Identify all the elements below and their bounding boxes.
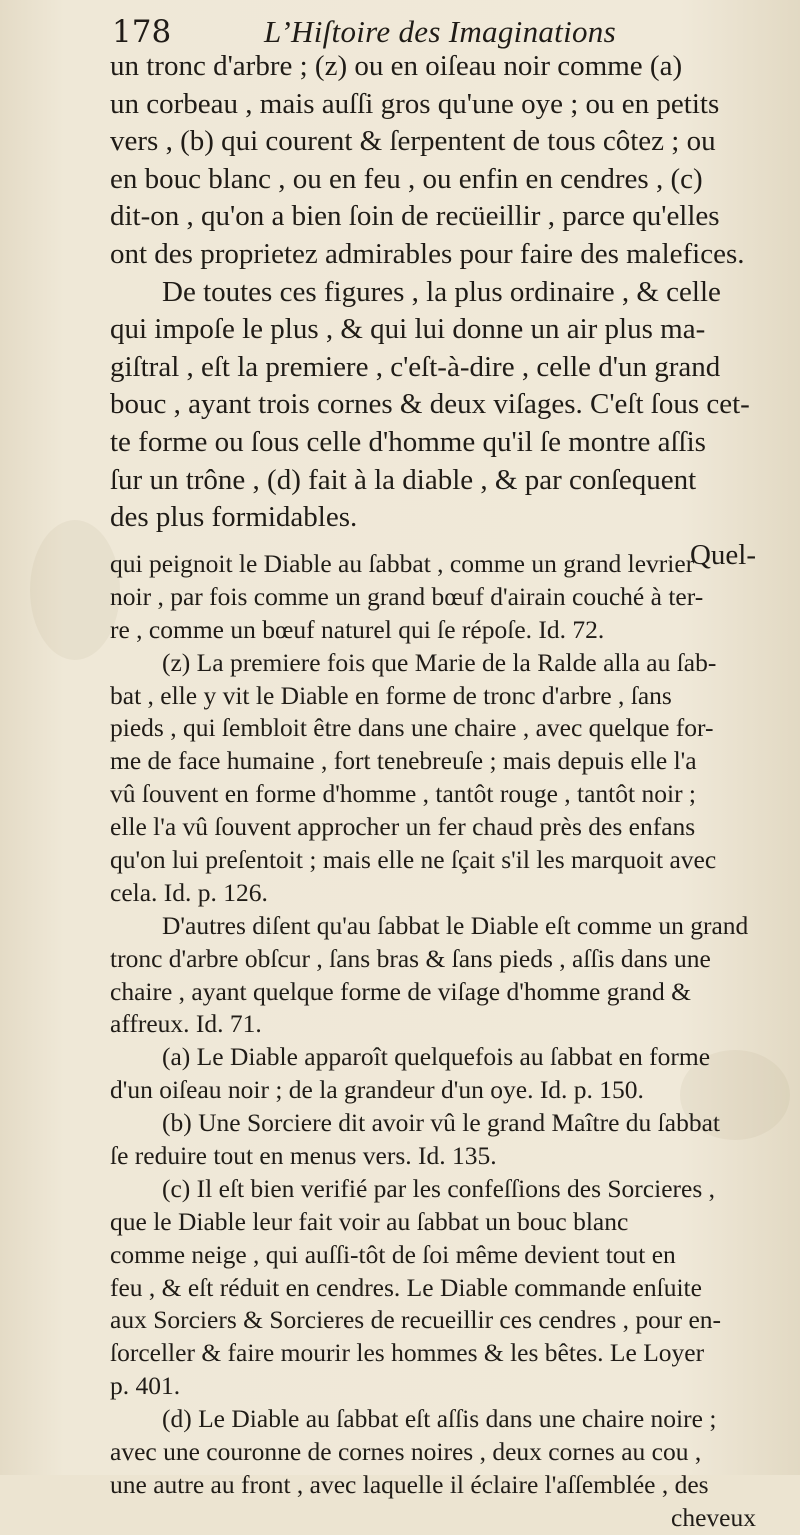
footnote-line: noir , par fois comme un grand bœuf d'airain couché à ter- — [110, 581, 704, 611]
footnote-line: aux Sorciers & Sorcieres de recueillir ces cendres , pour en- — [110, 1305, 722, 1335]
page-header — [112, 12, 752, 52]
text-line: en bouc blanc , ou en feu , ou enfin en cendres , (c) — [110, 162, 703, 195]
text-line: ont des proprietez admirables pour faire des malefices. — [110, 237, 745, 270]
footnote-line: (a) Le Diable apparoît quelquefois au ſabbat en forme — [162, 1042, 711, 1072]
text-line: De toutes ces figures , la plus ordinaire , & celle — [162, 275, 721, 308]
text-line: bouc , ayant trois cornes & deux viſages. C'eſt ſous cet- — [110, 388, 750, 421]
running-title: L’Hiſtoire des Imaginations — [264, 14, 616, 49]
text-line: des plus formidables. — [110, 501, 358, 534]
page-number: 178 — [112, 14, 172, 50]
footnote-line: (b) Une Sorciere dit avoir vû le grand Maître du ſabbat — [162, 1108, 720, 1138]
catchword-line: Quel- — [689, 538, 756, 571]
text-line: ſur un trône , (d) fait à la diable , & par conſequent — [110, 463, 697, 496]
catchword-line: cheveux — [671, 1502, 756, 1532]
footnote-line: me de face humaine , fort tenebreuſe ; mais depuis elle l'a — [110, 746, 697, 776]
footnote-line: ſe reduire tout en menus vers. Id. 135. — [110, 1141, 497, 1171]
footnote-line: D'autres diſent qu'au ſabbat le Diable eſt comme un grand — [162, 910, 749, 940]
text-line: qui impoſe le plus , & qui lui donne un air plus ma- — [110, 313, 706, 346]
footnote-line: qui peignoit le Diable au ſabbat , comme un grand levrier — [110, 549, 695, 578]
footnote-line: re , comme un bœuf naturel qui ſe répoſe. Id. 72. — [110, 614, 605, 644]
footnote-line: bat , elle y vit le Diable en forme de tronc d'arbre , ſans — [110, 680, 672, 710]
footnote-line: (z) La premiere fois que Marie de la Ralde alla au ſab- — [162, 647, 717, 677]
footnote-line: chaire , ayant quelque forme de viſage d'homme grand & — [110, 976, 691, 1006]
footnote-line: pieds , qui ſembloit être dans une chaire , avec quelque for- — [110, 713, 714, 743]
text-line: un tronc d'arbre ; (z) ou en oiſeau noir comme (a) — [110, 50, 683, 82]
text-line: vers , (b) qui courent & ſerpentent de tous côtez ; ou — [110, 125, 716, 158]
text-line: giſtral , eſt la premiere , c'eſt-à-dire , celle d'un grand — [110, 350, 721, 383]
paper-stain — [30, 520, 120, 660]
main-text — [110, 48, 762, 574]
footnote-line: comme neige , qui auſſi-tôt de ſoi même devient tout en — [110, 1239, 676, 1269]
footnote-line: cela. Id. p. 126. — [110, 877, 268, 907]
footnote-line: affreux. Id. 71. — [110, 1009, 262, 1039]
text-line: te forme ou ſous celle d'homme qu'il ſe montre aſſis — [110, 425, 706, 458]
footnote-line: feu , & eſt réduit en cendres. Le Diable commande enſuite — [110, 1272, 702, 1302]
footnote-line: que le Diable leur fait voir au ſabbat un bouc blanc — [110, 1206, 629, 1236]
footnote-line: (d) Le Diable au ſabbat eſt aſſis dans une chaire noire ; — [162, 1404, 717, 1434]
footnote-line: une autre au front , avec laquelle il éclaire l'aſſemblée , des — [110, 1469, 709, 1499]
footnote-line: ſorceller & faire mourir les hommes & les bêtes. Le Loyer — [110, 1338, 705, 1368]
footnote-line: p. 401. — [110, 1371, 181, 1401]
text-line: dit-on , qu'on a bien ſoin de recüeillir , parce qu'elles — [110, 200, 720, 233]
footnote-line: qu'on lui preſentoit ; mais elle ne ſçait s'il les marquoit avec — [110, 845, 717, 875]
footnote-line: tronc d'arbre obſcur , ſans bras & ſans pieds , aſſis dans une — [110, 943, 711, 973]
footnote-line: (c) Il eſt bien verifié par les confeſſions des Sorcieres , — [162, 1173, 715, 1203]
text-line: un corbeau , mais auſſi gros qu'une oye ; ou en petits — [110, 87, 720, 120]
footnotes — [110, 548, 762, 1535]
footnote-line: avec une couronne de cornes noires , deux cornes au cou , — [110, 1437, 702, 1467]
footnote-line: vû ſouvent en forme d'homme , tantôt rouge , tantôt noir ; — [110, 779, 697, 809]
footnote-line: elle l'a vû ſouvent approcher un fer chaud près des enfans — [110, 812, 696, 842]
footnote-line: d'un oiſeau noir ; de la grandeur d'un oye. Id. p. 150. — [110, 1075, 644, 1105]
